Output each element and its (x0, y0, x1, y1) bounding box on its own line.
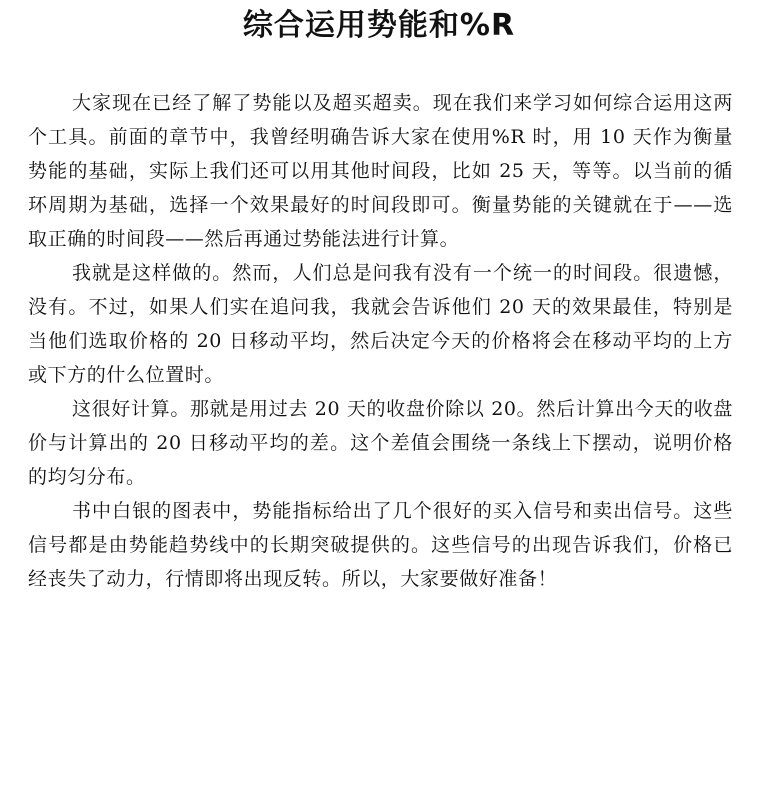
paragraph-2: 我就是这样做的。然而，人们总是问我有没有一个统一的时间段。很遗憾，没有。不过，如果人们实在追问我，我就会告诉他们 20 天的效果最佳，特别是当他们选取价格的 20 日移动平均，然后决定今天的价格将会在移动平均的上方或下方的什么位置时。 (28, 262, 733, 386)
body-text (28, 86, 733, 596)
paragraph-3: 这很好计算。那就是用过去 20 天的收盘价除以 20。然后计算出今天的收盘价与计算出的 20 日移动平均的差。这个差值会围绕一条线上下摆动，说明价格的均匀分布。 (28, 398, 733, 488)
paragraph-1: 大家现在已经了解了势能以及超买超卖。现在我们来学习如何综合运用这两个工具。前面的章节中，我曾经明确告诉大家在使用%R 时，用 10 天作为衡量势能的基础，实际上我们还可以用其他时间段，比如 25 天，等等。以当前的循环周期为基础，选择一个效果最好的时间段即可。衡量势能的关键就在于——选取正确的时间段——然后再通过势能法进行计算。 (28, 92, 733, 250)
paragraph-4: 书中白银的图表中，势能指标给出了几个很好的买入信号和卖出信号。这些信号都是由势能趋势线中的长期突破提供的。这些信号的出现告诉我们，价格已经丧失了动力，行情即将出现反转。所以，大家要做好准备！ (28, 500, 733, 590)
page-title: 综合运用势能和%R (242, 8, 516, 43)
